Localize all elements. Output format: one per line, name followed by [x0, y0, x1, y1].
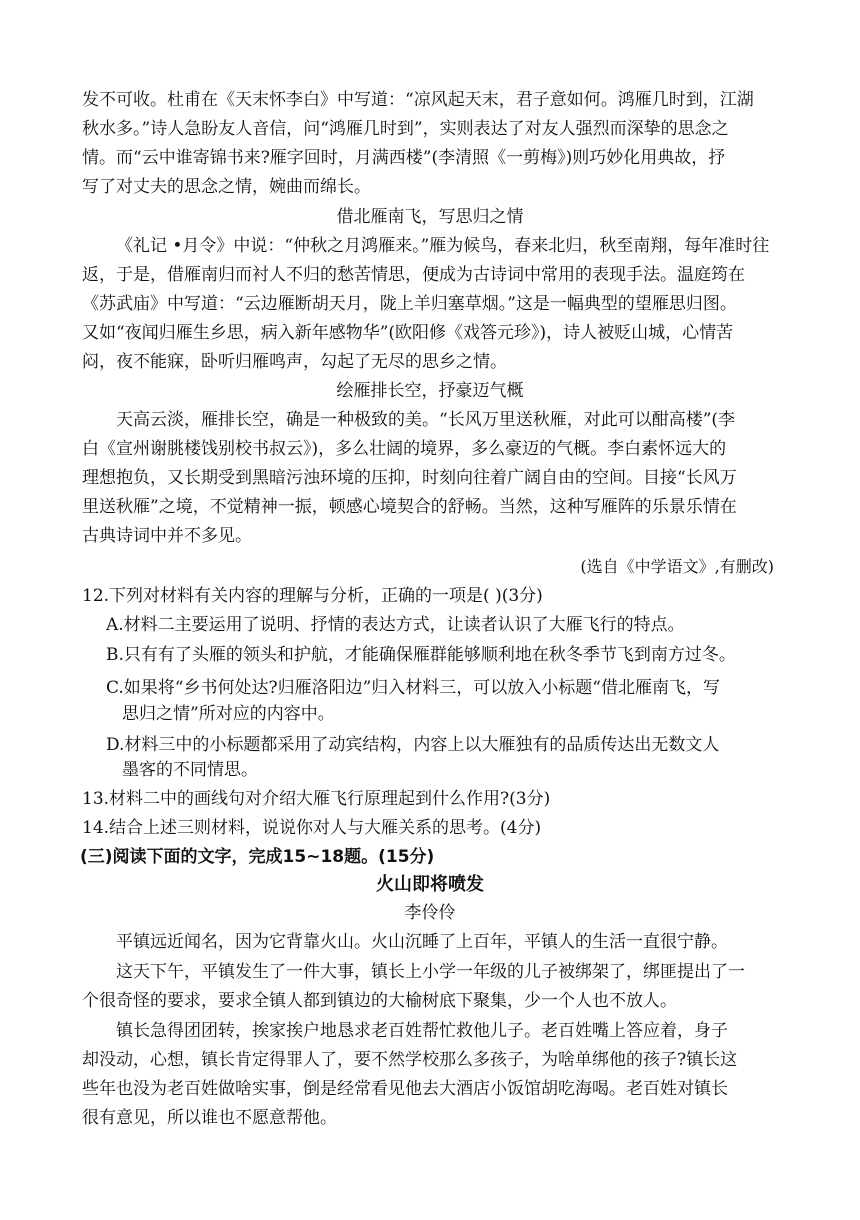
- story-author: 李伶伶: [404, 903, 456, 923]
- text-line: 这天下午，平镇发生了一件大事，镇长上小学一年级的儿子被绑架了，绑匪提出了一: [116, 962, 745, 982]
- q12-option-c-cont: 思归之情”所对应的内容中。: [122, 704, 335, 724]
- text-line: 发不可收。杜甫在《天末怀李白》中写道：“凉风起天末，君子意如何。鸿雁几时到，江湖: [82, 90, 754, 110]
- q12-option-d-cont: 墨客的不同情思。: [122, 760, 258, 780]
- text-line: 又如“夜闻归雁生乡思，病入新年感物华”(欧阳修《戏答元珍》)，诗人被贬山城，心情苦: [82, 323, 734, 343]
- q12-option-b: B.只有有了头雁的领头和护航，才能确保雁群能够顺利地在秋冬季节飞到南方过冬。: [106, 645, 736, 665]
- story-title: 火山即将喷发: [376, 874, 484, 895]
- subheading: 绘雁排长空，抒豪迈气概: [336, 381, 524, 401]
- text-line: 秋水多。”诗人急盼友人音信，问“鸿雁几时到”，实则表达了对友人强烈而深挚的思念之: [82, 119, 729, 139]
- text-line: 天高云淡，雁排长空，确是一种极致的美。“长风万里送秋雁，对此可以酣高楼”(李: [116, 410, 736, 430]
- text-line: 《礼记 •月令》中说：“仲秋之月鸿雁来。”雁为候鸟，春来北归，秋至南翔，每年准时往: [116, 236, 770, 256]
- text-line: 古典诗词中并不多见。: [82, 526, 252, 546]
- question-12: 12.下列对材料有关内容的理解与分析，正确的一项是( )(3分): [82, 586, 543, 606]
- source-note: (选自《中学语文》,有删改): [580, 557, 774, 576]
- text-line: 返，于是，借雁南归而衬人不归的愁苦情思，便成为古诗词中常用的表现手法。温庭筠在: [82, 265, 745, 285]
- text-line: 平镇远近闻名，因为它背靠火山。火山沉睡了上百年，平镇人的生活一直很宁静。: [116, 932, 728, 952]
- subheading: 借北雁南飞，写思归之情: [336, 207, 524, 227]
- text-line: 却没动，心想，镇长肯定得罪人了，要不然学校那么多孩子，为啥单绑他的孩子?镇长这: [82, 1050, 738, 1070]
- text-line: 个很奇怪的要求，要求全镇人都到镇边的大榆树底下聚集，少一个人也不放人。: [82, 991, 677, 1011]
- q12-option-c: C.如果将“乡书何处达?归雁洛阳边”归入材料三，可以放入小标题“借北雁南飞，写: [106, 678, 720, 698]
- question-13: 13.材料二中的画线句对介绍大雁飞行原理起到什么作用?(3分): [82, 789, 551, 809]
- question-14: 14.结合上述三则材料，说说你对人与大雁关系的思考。(4分): [82, 818, 542, 838]
- text-line: 些年也没为老百姓做啥实事，倒是经常看见他去大酒店小饭馆胡吃海喝。老百姓对镇长: [82, 1079, 728, 1099]
- text-line: 白《宣州谢朓楼饯别校书叔云》)，多么壮阔的境界，多么豪迈的气概。李白素怀远大的: [82, 439, 727, 459]
- text-line: 镇长急得团团转，挨家挨户地恳求老百姓帮忙救他儿子。老百姓嘴上答应着，身子: [116, 1021, 728, 1041]
- text-line: 《苏武庙》中写道：“云边雁断胡天月，陇上羊归塞草烟。”这是一幅典型的望雁思归图。: [82, 294, 737, 314]
- text-line: 情。而“云中谁寄锦书来?雁字回时，月满西楼”(李清照《一剪梅》)则巧妙化用典故，抒: [82, 148, 726, 168]
- q12-option-a: A.材料二主要运用了说明、抒情的表达方式，让读者认识了大雁飞行的特点。: [106, 615, 685, 635]
- text-line: 闷，夜不能寐，卧听归雁鸣声，勾起了无尽的思乡之情。: [82, 352, 507, 372]
- text-line: 写了对丈夫的思念之情，婉曲而绵长。: [82, 177, 371, 197]
- part-three-instruction: (三)阅读下面的文字，完成15~18题。(15分): [80, 847, 435, 867]
- text-line: 理想抱负，又长期受到黑暗污浊环境的压抑，时刻向往着广阔自由的空间。目接“长风万: [82, 468, 737, 488]
- text-line: 很有意见，所以谁也不愿意帮他。: [82, 1108, 337, 1128]
- q12-option-d: D.材料三中的小标题都采用了动宾结构，内容上以大雁独有的品质传达出无数文人: [106, 735, 720, 755]
- text-line: 里送秋雁”之境，不觉精神一振，顿感心境契合的舒畅。当然，这种写雁阵的乐景乐情在: [82, 497, 737, 517]
